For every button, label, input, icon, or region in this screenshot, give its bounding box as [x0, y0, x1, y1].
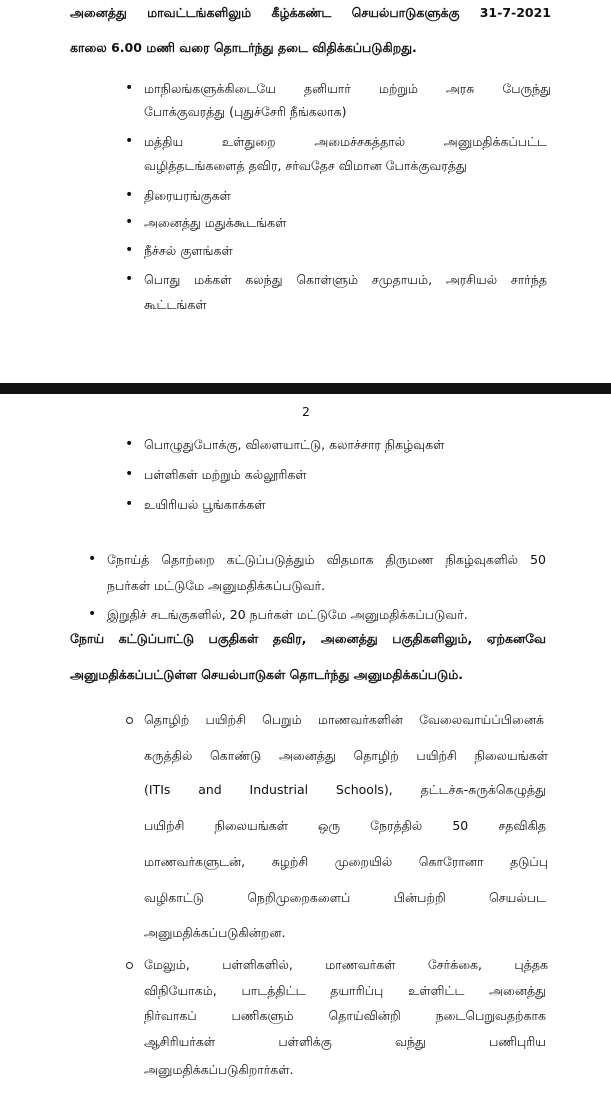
circle-item-2-line-4: ஆசிரியர்கள் பள்ளிக்கு வந்து பணிபுரிய [144, 1034, 546, 1049]
top-bullet-6-line-2: கூட்டங்கள் [144, 297, 207, 312]
outer-bullet-2: இறுதிச் சடங்குகளில், 20 நபர்கள் மட்டுமே அனுமதிக்கப்படுவர். [107, 607, 468, 622]
circle-item-1-line-2: கருத்தில் கொண்டு அனைத்து தொழிற் பயிற்சி நிலையங்கள் [144, 748, 548, 763]
page-number: 2 [302, 404, 310, 419]
top-bullet-4: அனைத்து மதுக்கூடங்கள் [144, 215, 287, 230]
circle-bullet-icon [126, 962, 133, 969]
heading-line-1: அனைத்து மாவட்டங்களிலும் கீழ்க்கண்ட செயல்பாடுகளுக்கு 31-7-2021 [70, 5, 551, 20]
bullet-dot: • [125, 214, 134, 230]
bullet-dot: • [125, 271, 134, 287]
bold-para-line-2: அனுமதிக்கப்பட்டுள்ள செயல்பாடுகள் தொடர்ந்து அனுமதிக்கப்படும். [70, 667, 464, 682]
top-bullet-1-line-1: மாநிலங்களுக்கிடையே தனியார் மற்றும் அரசு பேருந்து [144, 81, 551, 96]
circle-bullet-icon [126, 717, 133, 724]
bullet-dot: • [125, 242, 134, 258]
top-bullet-1-line-2: போக்குவரத்து (புதுச்சேரி நீங்கலாக) [144, 104, 347, 119]
outer-bullet-1-line-1: நோய்த் தொற்றை கட்டுப்படுத்தும் விதமாக திருமண நிகழ்வுகளில் 50 [107, 552, 546, 567]
circle-item-1-line-4: பயிற்சி நிலையங்கள் ஒரு நேரத்தில் 50 சதவிகித [144, 818, 546, 833]
bullet-dot: • [125, 466, 134, 482]
bullet-dot: • [88, 551, 97, 567]
top-bullet-3: திரையரங்குகள் [144, 188, 231, 203]
circle-item-2-line-2: விநியோகம், பாடத்திட்ட தயாரிப்பு உள்ளிட்ட அனைத்து [144, 983, 546, 998]
heading-line-2: காலை 6.00 மணி வரை தொடர்ந்து தடை விதிக்கப்படுகிறது. [70, 40, 417, 55]
circle-item-2-line-5: அனுமதிக்கப்படுகிறார்கள். [144, 1062, 294, 1077]
circle-item-1-line-1: தொழிற் பயிற்சி பெறும் மாணவர்களின் வேலைவாய்ப்பினைக் [144, 712, 544, 727]
second-bullet-1: பொழுதுபோக்கு, விளையாட்டு, கலாச்சார நிகழ்வுகள் [144, 437, 445, 452]
circle-item-1-line-6: வழிகாட்டு நெறிமுறைகளைப் பின்பற்றி செயல்பட [144, 890, 546, 905]
bold-para-line-1: நோய் கட்டுப்பாட்டு பகுதிகள் தவிர, அனைத்து பகுதிகளிலும், ஏற்கனவே [70, 631, 546, 646]
page-break-divider [0, 383, 611, 394]
bullet-dot: • [88, 606, 97, 622]
outer-bullet-1-line-2: நபர்கள் மட்டுமே அனுமதிக்கப்படுவர். [107, 578, 326, 593]
circle-item-2-line-3: நிர்வாகப் பணிகளும் தொய்வின்றி நடைபெறுவதற்காக [144, 1008, 546, 1023]
top-bullet-2-line-1: மத்திய உள்துறை அமைச்சகத்தால் அனுமதிக்கப்பட்ட [144, 134, 547, 149]
circle-item-1-line-5: மாணவர்களுடன், சுழற்சி முறையில் கொரோனா தடுப்பு [144, 854, 548, 869]
circle-item-1-line-7: அனுமதிக்கப்படுகின்றன. [144, 925, 286, 940]
bullet-dot: • [125, 80, 134, 96]
circle-item-2-line-1: மேலும், பள்ளிகளில், மாணவர்கள் சேர்க்கை, புத்தக [144, 957, 548, 972]
second-bullet-2: பள்ளிகள் மற்றும் கல்லூரிகள் [144, 467, 307, 482]
second-bullet-3: உயிரியல் பூங்காக்கள் [144, 497, 266, 512]
top-bullet-5: நீச்சல் குளங்கள் [144, 243, 233, 258]
circle-item-1-line-3: (ITIs and Industrial Schools), தட்டச்சு-சுருக்கெழுத்து [144, 782, 546, 797]
bullet-dot: • [125, 436, 134, 452]
top-bullet-6-line-1: பொது மக்கள் கலந்து கொள்ளும் சமுதாயம், அரசியல் சார்ந்த [144, 272, 547, 287]
bullet-dot: • [125, 496, 134, 512]
top-bullet-2-line-2: வழித்தடங்களைத் தவிர, சர்வதேச விமான போக்குவரத்து [144, 158, 467, 173]
bullet-dot: • [125, 133, 134, 149]
bullet-dot: • [125, 187, 134, 203]
